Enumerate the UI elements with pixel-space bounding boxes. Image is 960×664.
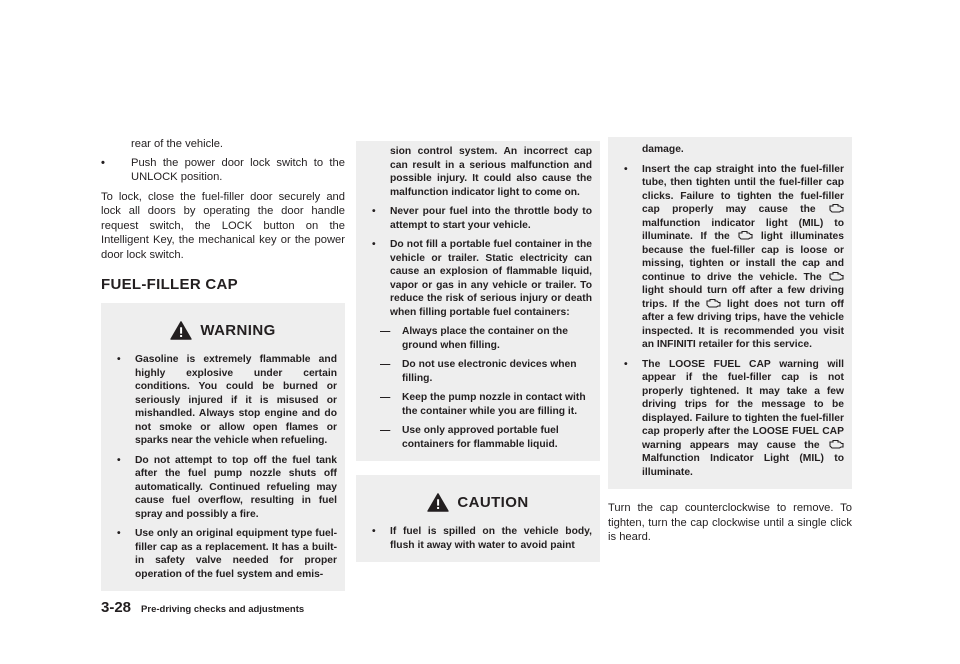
engine-malfunction-icon xyxy=(828,203,844,213)
caution-item: • If fuel is spilled on the vehicle body, flush it away with water to avoid paint xyxy=(372,526,592,551)
column-1 xyxy=(101,137,345,616)
engine-malfunction-icon xyxy=(737,230,753,240)
engine-malfunction-icon xyxy=(828,439,844,449)
page-footer xyxy=(101,599,345,616)
warning-item: • Do not fill a portable fuel container in the vehicle or trailer. Static electricity can cause an explosion of flammable liquid, vapor or gas in any vehicle or trailer. To reduce the risk of serious injury or death when filling portable fuel containers: xyxy=(372,239,592,318)
caution-triangle-icon xyxy=(427,492,449,512)
warning-box-continued xyxy=(356,141,600,461)
lock-paragraph: To lock, close the fuel-filler door securely and lock all doors by operating the door handle request switch, the LOCK button on the Intelligent Key, the mechanical key or the power door lock switch. xyxy=(101,190,345,261)
column-3 xyxy=(608,137,852,545)
warning-triangle-icon xyxy=(170,320,192,340)
caution-item: • Insert the cap straight into the fuel-filler tube, then tighten until the fuel-filler cap clicks. Failure to tighten the fuel-filler cap properly may cause the malfunction indicator light (MIL) to illuminate. If the light illuminates because the fuel-filler cap is loose or missing, tighten or install the cap and continue to drive the vehicle. The light should turn off after a few driving trips. If the light does not turn off after a few driving trips, have the vehicle inspected. It is recommended you visit an INFINITI retailer for this service. xyxy=(624,163,844,350)
warning-item: • Use only an original equipment type fuel-filler cap as a replacement. It has a built-in safety valve needed for proper operation of the fuel system and emis- xyxy=(117,528,337,580)
caution-box xyxy=(356,475,600,562)
warning-item: • Gasoline is extremely flammable and highly explosive under certain conditions. You could be burned or seriously injured if it is misused or mishandled. Always stop engine and do not smoke or allow open flames or sparks near the vehicle when refueling. xyxy=(117,354,337,446)
caution-item: • The LOOSE FUEL CAP warning will appear if the fuel-filler cap is not properly tightened. It may take a few driving trips for the message to be displayed. Failure to tighten the fuel-filler cap properly after the LOOSE FUEL CAP warning appears may cause the Malfunction Indicator Light (MIL) to illuminate. xyxy=(624,358,844,478)
continued-text: rear of the vehicle. xyxy=(131,138,224,150)
caution-box-continued xyxy=(608,137,852,489)
sub-item: — Keep the pump nozzle in contact with the container while you are filling it. xyxy=(380,392,586,417)
warning-box xyxy=(101,303,345,591)
bullet-dot: • xyxy=(101,156,105,169)
engine-malfunction-icon xyxy=(828,271,844,281)
turn-cap-paragraph: Turn the cap counterclockwise to remove. To tighten, turn the cap clockwise until a single click is heard. xyxy=(608,502,852,543)
sub-item: — Use only approved portable fuel containers for flammable liquid. xyxy=(380,425,559,450)
column-2 xyxy=(356,141,600,562)
sub-item: — Always place the container on the ground when filling. xyxy=(380,326,568,351)
footer-section-title: Pre-driving checks and adjustments xyxy=(141,604,305,615)
caution-item-continued: damage. xyxy=(642,144,684,155)
section-heading: FUEL-FILLER CAP xyxy=(101,276,238,293)
caution-title: CAUTION xyxy=(364,487,592,517)
sub-item: — Do not use electronic devices when filling. xyxy=(380,359,577,384)
warning-title: WARNING xyxy=(109,315,337,345)
unlock-bullet: • Push the power door lock switch to the UNLOCK position. xyxy=(101,156,345,183)
warning-item: • Do not attempt to top off the fuel tank after the fuel pump nozzle shuts off automatically. Continued refueling may cause fuel overflow, resulting in fuel spray and possibly a fire. xyxy=(117,454,337,520)
page-number: 3-28 xyxy=(101,599,132,616)
warning-item: • Never pour fuel into the throttle body to attempt to start your vehicle. xyxy=(372,206,592,231)
warning-item-continued: sion control system. An incorrect cap can result in a serious malfunction and possible injury. It could also cause the malfunction indicator light to come on. xyxy=(390,146,592,198)
engine-malfunction-icon xyxy=(705,298,721,308)
